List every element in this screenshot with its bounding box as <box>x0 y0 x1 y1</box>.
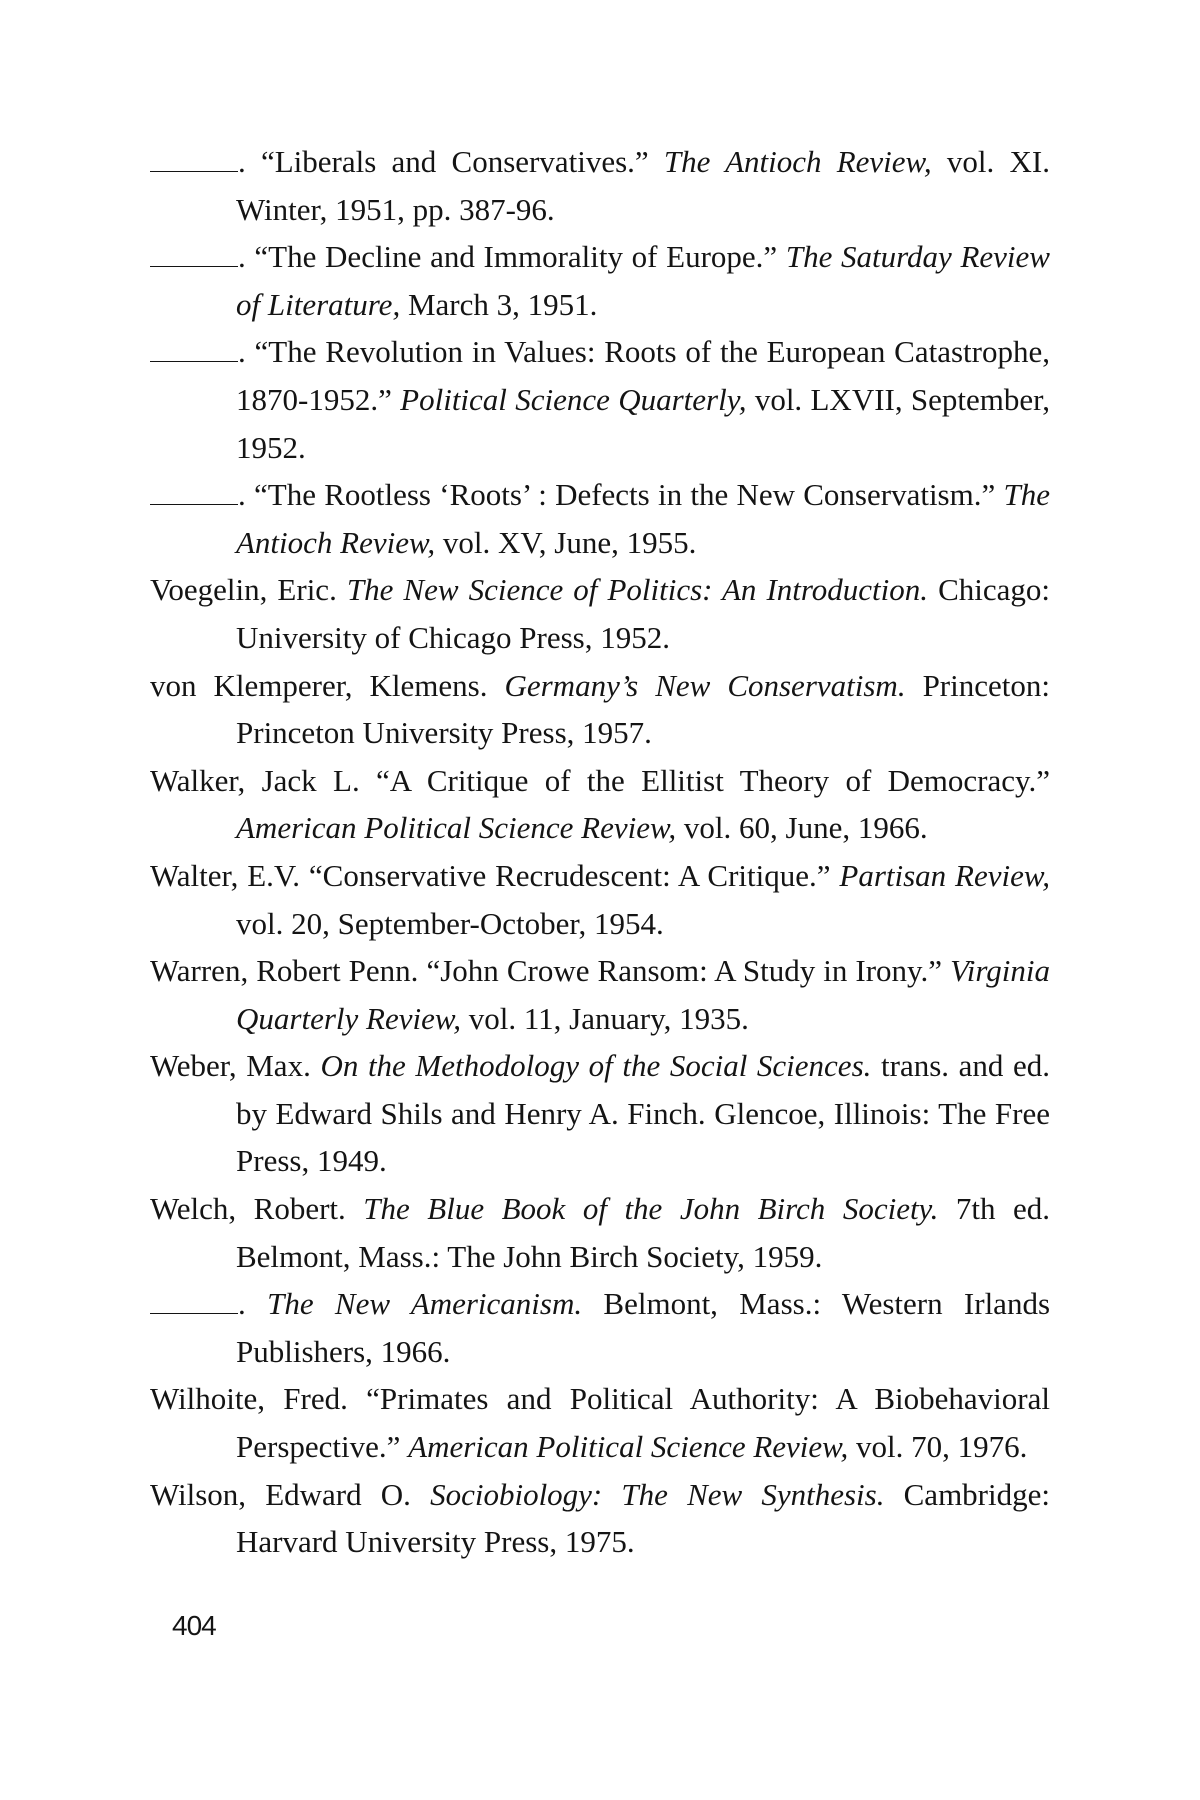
entry-title: Germany’s New Conservatism. <box>504 667 906 703</box>
bibliography-entry <box>150 662 1050 757</box>
ditto-rule <box>150 1312 238 1314</box>
entry-text: Voegelin, Eric. <box>150 572 347 608</box>
entry-text: Welch, Robert. <box>150 1191 364 1227</box>
entry-text: vol. 11, January, 1935. <box>460 1000 749 1036</box>
entry-title: On the Methodology of the Social Sciences. <box>320 1048 872 1084</box>
bibliography-entry <box>150 566 1050 661</box>
bibliography-entry <box>150 1471 1050 1566</box>
entry-title: The Antioch Review, <box>663 144 932 179</box>
entry-title: Political Science Quarterly, <box>400 381 747 417</box>
bibliography-entry <box>150 233 1050 328</box>
entry-text: Cambridge: Harvard University Press, 1975. <box>236 1476 1050 1560</box>
entry-title: The Saturday Review of Literature, <box>236 239 1050 322</box>
entry-text: Princeton: Princeton University Press, 1957. <box>236 667 1050 751</box>
entry-text: . “The Rootless ‘Roots’ : Defects in the New Conservatism.” <box>238 477 1004 513</box>
entry-text: Weber, Max. <box>150 1048 321 1084</box>
entry-text: vol. 70, 1976. <box>848 1429 1028 1465</box>
entry-text: Warren, Robert Penn. “John Crowe Ransom: A Study in Irony.” <box>150 953 951 989</box>
bibliography-entry <box>150 1042 1050 1185</box>
entry-text: . “Liberals and Conservatives.” <box>238 144 664 179</box>
bibliography-entry <box>150 328 1050 471</box>
entry-text: 7th ed. Belmont, Mass.: The John Birch Society, 1959. <box>236 1191 1050 1274</box>
bibliography-entry <box>150 757 1050 852</box>
entry-title: The New Americanism. <box>267 1286 583 1322</box>
entry-text: Chicago: University of Chicago Press, 1952. <box>236 572 1050 655</box>
ditto-rule <box>150 265 238 267</box>
bibliography-entry <box>150 1280 1050 1375</box>
entry-text: Belmont, Mass.: Western Irlands Publishers, 1966. <box>236 1286 1051 1369</box>
entry-title: Partisan Review, <box>839 857 1051 893</box>
bibliography-entry <box>150 947 1050 1042</box>
entry-text: vol. LXVII, September, 1952. <box>236 381 1050 465</box>
page-number: 404 <box>172 1610 216 1641</box>
entry-text: Walter, E.V. “Conservative Recrudescent: A Critique.” <box>150 857 840 893</box>
entry-text: . <box>238 1286 268 1322</box>
entry-title: The Antioch Review, <box>236 477 1050 560</box>
ditto-rule <box>150 170 238 172</box>
entry-title: Sociobiology: The New Synthesis. <box>430 1476 885 1512</box>
entry-text: Wilhoite, Fred. “Primates and Political Authority: A Biobehavioral Perspective.” <box>150 1381 1050 1465</box>
entry-title: The Blue Book of the John Birch Society. <box>363 1191 939 1227</box>
entry-text: von Klemperer, Klemens. <box>150 667 505 703</box>
entry-text: vol. 20, September-October, 1954. <box>236 905 664 941</box>
entry-text: trans. and ed. by Edward Shils and Henry A. Finch. Glencoe, Illinois: The Free Press, 1949. <box>236 1048 1051 1179</box>
entry-text: vol. XV, June, 1955. <box>435 524 697 560</box>
entry-title: The New Science of Politics: An Introduction. <box>346 572 929 608</box>
entry-text: Wilson, Edward O. <box>150 1476 431 1512</box>
bibliography-entry <box>150 1375 1050 1470</box>
entry-text: vol. XI. Winter, 1951, pp. 387-96. <box>236 144 1050 227</box>
entry-text: vol. 60, June, 1966. <box>676 810 928 846</box>
bibliography-entry <box>150 471 1050 566</box>
ditto-rule <box>150 503 238 505</box>
bibliography-entry <box>150 852 1050 947</box>
bibliography-entry <box>150 138 1050 233</box>
entry-text: Walker, Jack L. “A Critique of the Ellitist Theory of Democracy.” <box>150 762 1050 798</box>
bibliography-entry <box>150 1185 1050 1280</box>
entry-text: . “The Revolution in Values: Roots of the European Catastrophe, 1870-1952.” <box>236 334 1050 417</box>
entry-title: American Political Science Review, <box>236 810 677 846</box>
bibliography-list <box>150 138 1050 1566</box>
entry-title: Virginia Quarterly Review, <box>236 953 1050 1036</box>
entry-text: . “The Decline and Immorality of Europe.” <box>238 239 786 275</box>
entry-text: March 3, 1951. <box>400 286 598 322</box>
ditto-rule <box>150 360 238 362</box>
entry-title: American Political Science Review, <box>408 1429 849 1465</box>
